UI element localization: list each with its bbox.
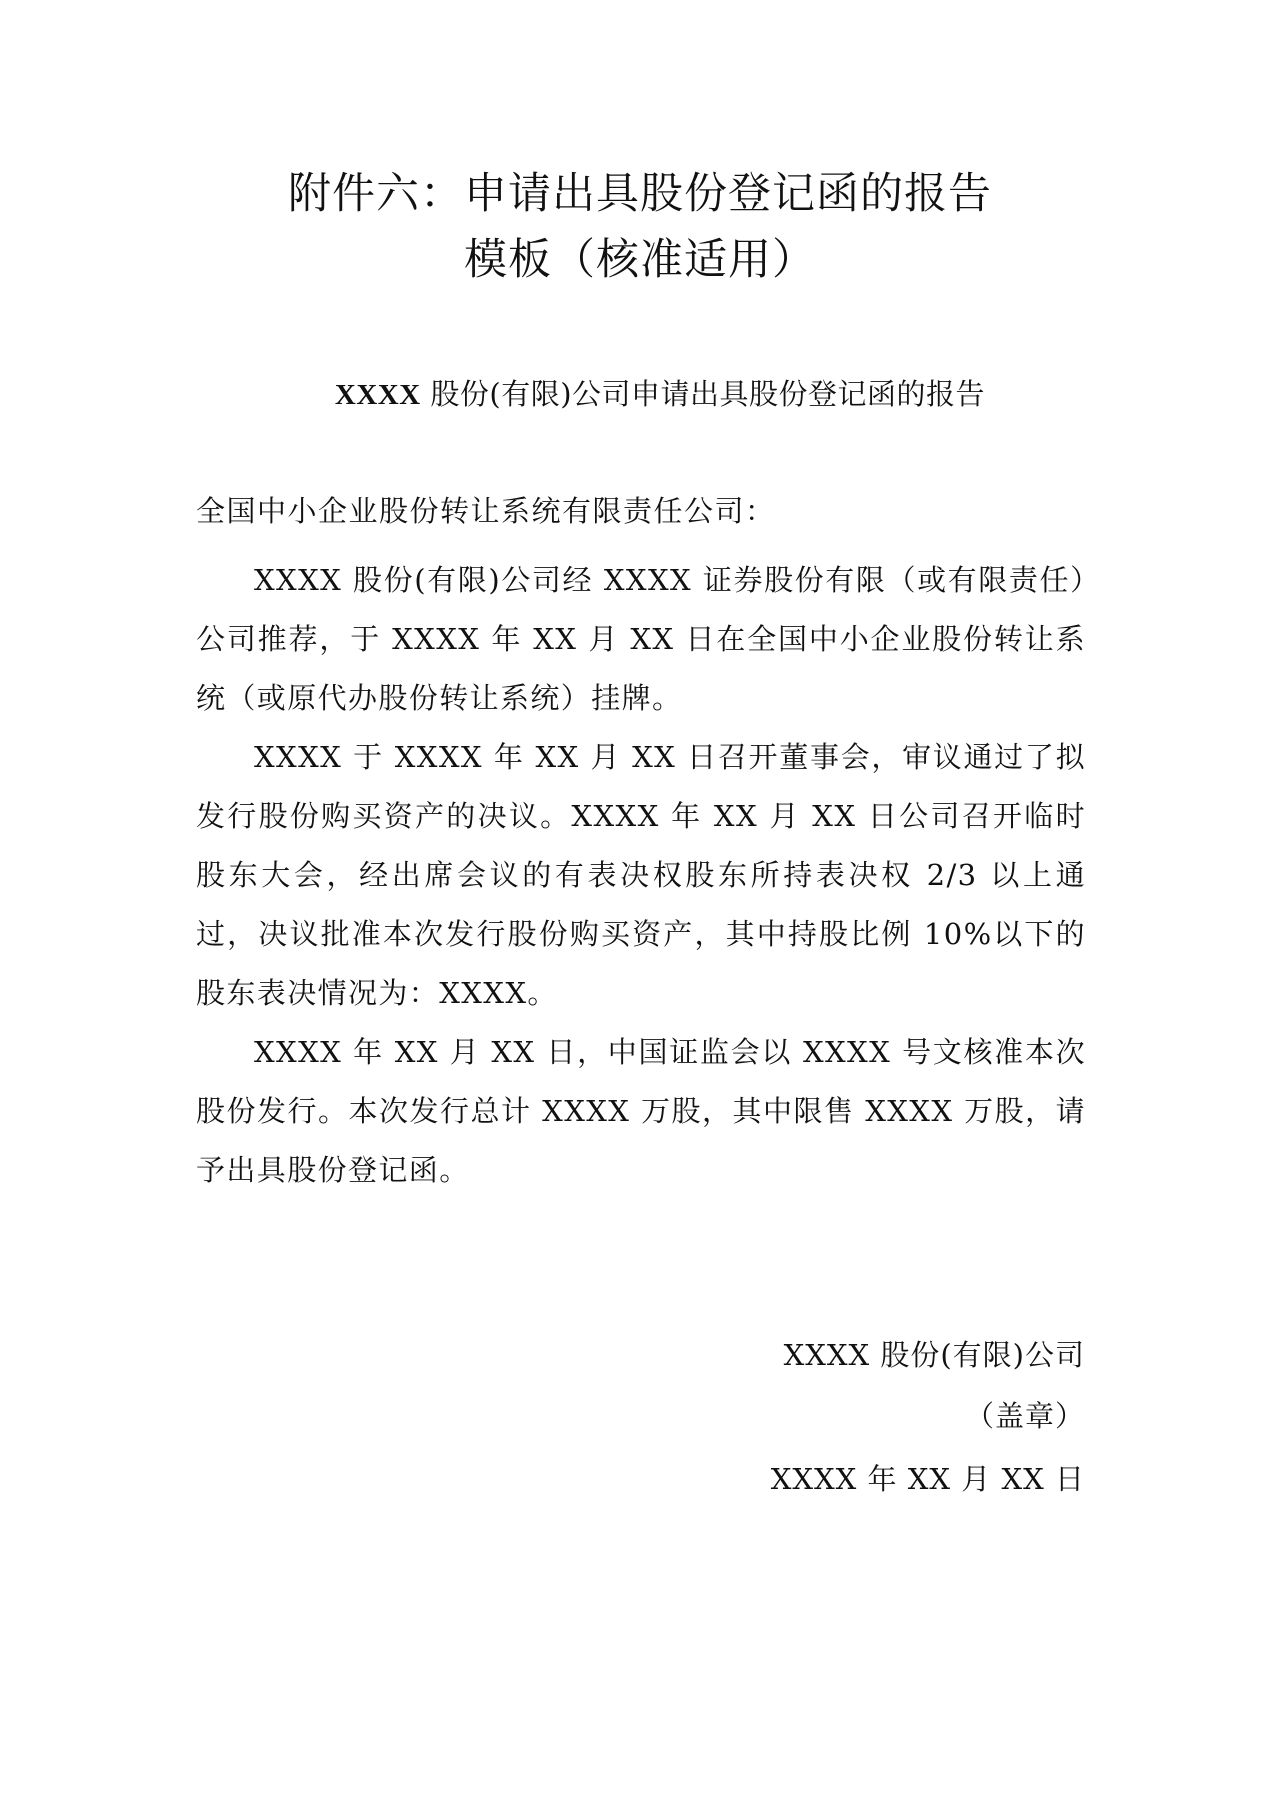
signature-seal: （盖章） (964, 1399, 1085, 1433)
document-title-line2: 模板（核准适用） (464, 235, 816, 285)
subtitle-text: 股份(有限)公司申请出具股份登记函的报告 (420, 377, 986, 411)
paragraph-approval: XXXX 年 XX 月 XX 日，中国证监会以 XXXX 号文核准本次股份发行。本次发行总计 XXXX 万股，其中限售 XXXX 万股，请予出具股份登记函。 (196, 1035, 1086, 1187)
paragraph-listing: XXXX 股份(有限)公司经 XXXX 证券股份有限（或有限责任）公司推荐，于 XXXX 年 XX 月 XX 日在全国中小企业股份转让系统（或原代办股份转让系统）挂牌。 (196, 563, 1086, 715)
paragraph-resolution: XXXX 于 XXXX 年 XX 月 XX 日召开董事会，审议通过了拟发行股份购买资产的决议。XXXX 年 XX 月 XX 日公司召开临时股东大会，经出席会议的有表决权股东所持表决权 2/3 以上通过，决议批准本次发行股份购买资产，其中持股比例 10%以下的股东表决情况为：XXXX。 (196, 740, 1086, 1010)
signature-company: XXXX 股份(有限)公司 (783, 1338, 1085, 1372)
report-subtitle (0, 372, 1280, 417)
document-title-line1: 附件六：申请出具股份登记函的报告 (288, 169, 992, 219)
subtitle-company-placeholder: XXXX (334, 379, 421, 411)
signature-date: XXXX 年 XX 月 XX 日 (770, 1462, 1085, 1496)
report-body (196, 551, 1086, 1200)
salutation: 全国中小企业股份转让系统有限责任公司： (196, 494, 776, 528)
